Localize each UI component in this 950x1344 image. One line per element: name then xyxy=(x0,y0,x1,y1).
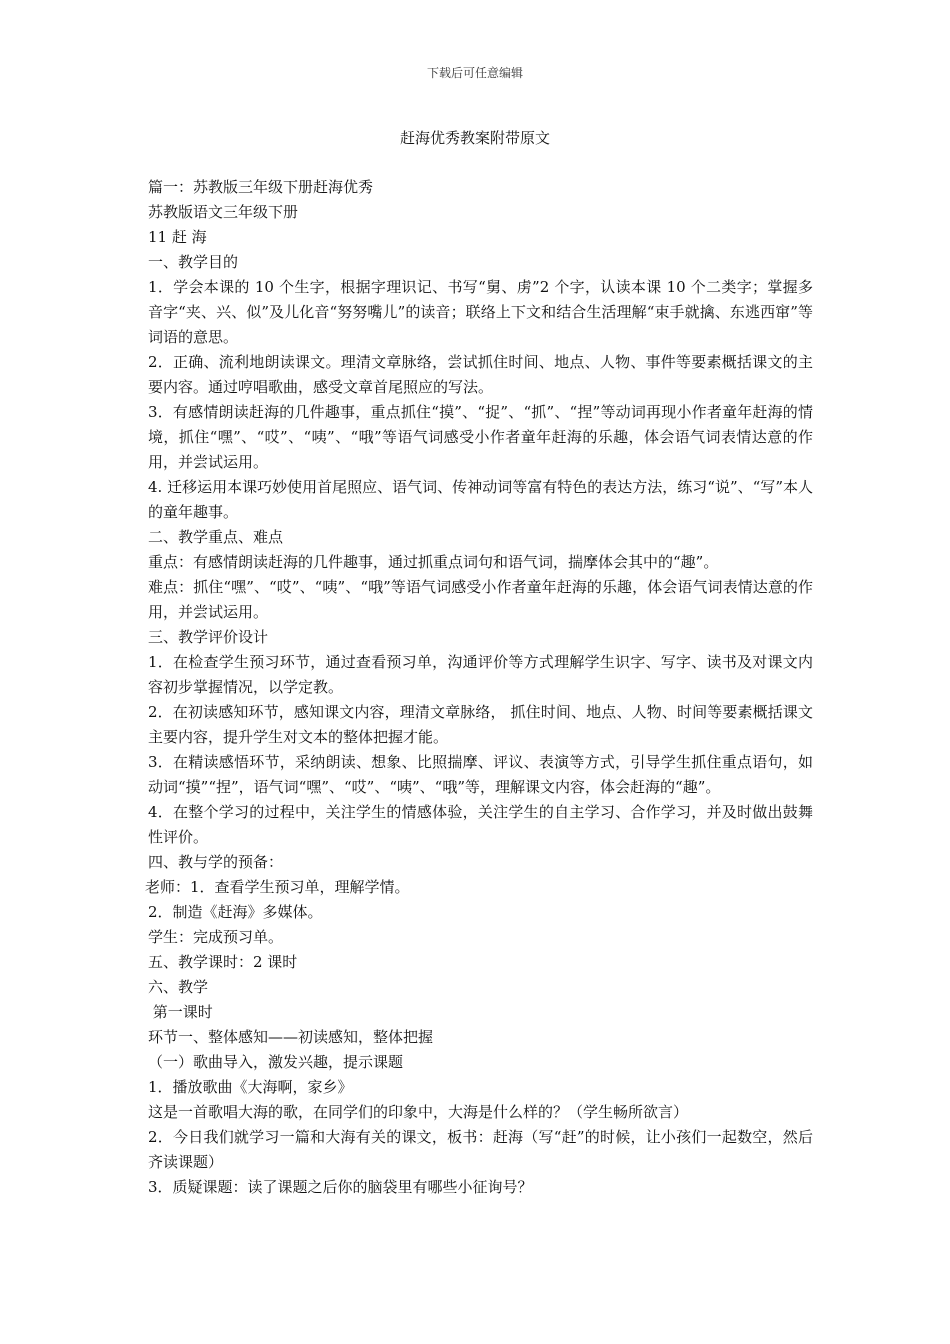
section-heading: 一、教学目的 xyxy=(148,253,239,271)
paragraph: 1．播放歌曲《大海啊，家乡》 xyxy=(148,1078,353,1096)
paragraph: 难点：抓住“嘿”、“哎”、“咦”、“哦”等语气词感受小作者童年赶海的乐趣，体会语气词表情达意的作用，并尝试运用。 xyxy=(148,578,813,621)
document-title: 赶海优秀教案附带原文 xyxy=(399,129,550,147)
paragraph: 2．制造《赶海》多媒体。 xyxy=(148,903,323,921)
paragraph: 学生：完成预习单。 xyxy=(148,928,284,946)
paragraph: 4．在整个学习的过程中，关注学生的情感体验，关注学生的自主学习、合作学习，并及时做出鼓舞性评价。 xyxy=(148,803,813,846)
paragraph: 2．今日我们就学习一篇和大海有关的课文，板书：赶海（写“赶”的时候，让小孩们一起数空，然后齐读课题） xyxy=(148,1128,813,1171)
subsection-heading: 环节一、整体感知——初读感知，整体把握 xyxy=(148,1028,434,1046)
paragraph: 这是一首歌唱大海的歌，在同学们的印象中，大海是什么样的？（学生畅所欲言） xyxy=(148,1103,689,1121)
paragraph: 3．质疑课题：读了课题之后你的脑袋里有哪些小征询号？ xyxy=(148,1178,533,1196)
subsection-heading: （一）歌曲导入，激发兴趣，提示课题 xyxy=(148,1053,404,1071)
section-heading: 五、教学课时：2 课时 xyxy=(148,953,298,971)
paragraph: 3．有感情朗读赶海的几件趣事，重点抓住“摸”、“捉”、“抓”、“捏”等动词再现小作者童年赶海的情境，抓住“嘿”、“哎”、“咦”、“哦”等语气词感受小作者童年赶海的乐趣，体会语气词表情达意的作用，并尝试运用。 xyxy=(148,403,813,471)
paragraph: 2．正确、流利地朗读课文。理清文章脉络，尝试抓住时间、地点、人物、事件等要素概括课文的主要内容。通过哼唱歌曲，感受文章首尾照应的写法。 xyxy=(148,353,813,396)
section-heading: 二、教学重点、难点 xyxy=(148,528,284,546)
lesson-title: 11 赶 海 xyxy=(148,228,207,246)
paragraph: 1．学会本课的 10 个生字，根据字理识记、书写“舅、虏”2 个字，认读本课 10 个二类字；掌握多音字“夹、兴、似”及儿化音“努努嘴儿”的读音；联络上下文和结合生活理解“束手就擒、东逃西窜”等词语的意思。 xyxy=(148,278,813,346)
paragraph: 重点：有感情朗读赶海的几件趣事，通过抓重点词句和语气词，揣摩体会其中的“趣”。 xyxy=(148,553,719,571)
paragraph: 3．在精读感悟环节，采纳朗读、想象、比照揣摩、评议、表演等方式，引导学生抓住重点语句，如动词“摸”“捏”，语气词“嘿”、“哎”、“咦”、“哦”等，理解课文内容，体会赶海的“趣”。 xyxy=(148,753,813,796)
paragraph: 2．在初读感知环节，感知课文内容，理清文章脉络， 抓住时间、地点、人物、时间等要素概括课文主要内容，提升学生对文本的整体把握才能。 xyxy=(148,703,813,746)
paragraph: 老师：1．查看学生预习单，理解学情。 xyxy=(145,878,410,896)
section-heading: 三、教学评价设计 xyxy=(148,628,269,646)
subsection-heading: 第一课时 xyxy=(148,1003,213,1021)
section-heading: 篇一：苏教版三年级下册赶海优秀 xyxy=(148,178,374,196)
paragraph: 4. 迁移运用本课巧妙使用首尾照应、语气词、传神动词等富有特色的表达方法，练习“说”、“写”本人的童年趣事。 xyxy=(148,478,813,521)
section-heading: 四、教与学的预备： xyxy=(148,853,284,871)
section-heading: 六、教学 xyxy=(148,978,209,996)
page-header: 下载后可任意编辑 xyxy=(426,66,523,80)
paragraph: 1．在检查学生预习环节，通过查看预习单，沟通评价等方式理解学生识字、写字、读书及对课文内容初步掌握情况，以学定教。 xyxy=(148,653,813,696)
paragraph: 苏教版语文三年级下册 xyxy=(148,203,299,221)
document-body xyxy=(145,175,813,1200)
